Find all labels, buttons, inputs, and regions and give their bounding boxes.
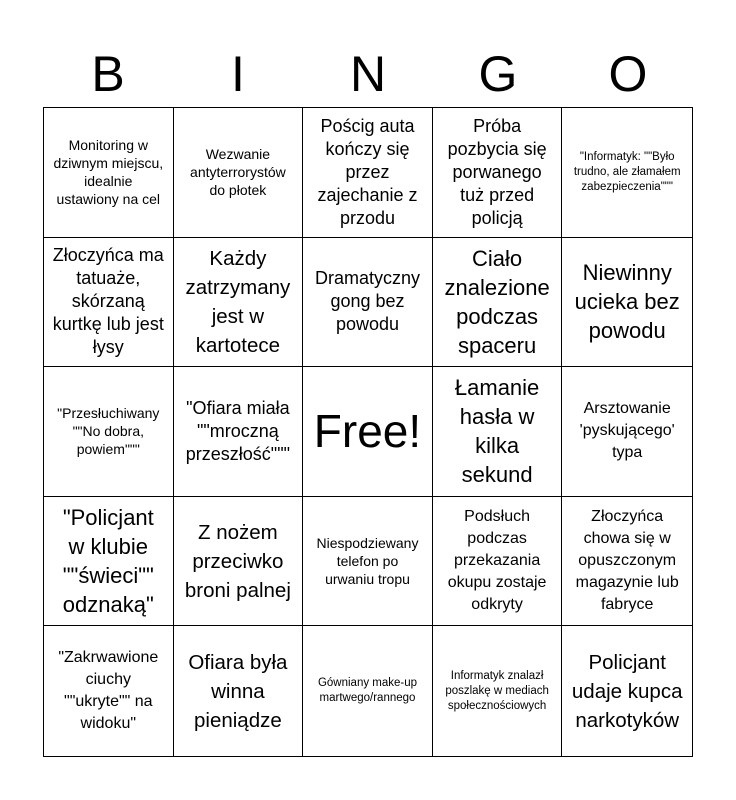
- bingo-cell-r2-c2[interactable]: [174, 238, 304, 368]
- bingo-cell-r1-c1[interactable]: [44, 108, 174, 238]
- cell-text: Podsłuch podczas przekazania okupu zostaje odkryty: [447, 508, 547, 614]
- bingo-board: [43, 107, 693, 757]
- cell-text: Każdy zatrzymany jest w kartotece: [185, 246, 291, 357]
- header-letter-i: I: [231, 46, 245, 102]
- bingo-cell-free[interactable]: [303, 367, 433, 497]
- cell-text: Policjant udaje kupca narkotyków: [571, 650, 683, 732]
- cell-text: Informatyk znalazł poszlakę w mediach społecznościowych: [445, 669, 549, 712]
- bingo-cell-r5-c2[interactable]: [174, 626, 304, 756]
- bingo-cell-r2-c3[interactable]: [303, 238, 433, 368]
- bingo-cell-r3-c4[interactable]: [433, 367, 563, 497]
- bingo-cell-r1-c4[interactable]: [433, 108, 563, 238]
- cell-text: Ciało znalezione podczas spaceru: [444, 245, 550, 358]
- bingo-cell-r5-c4[interactable]: [433, 626, 563, 756]
- header-letter-o: O: [608, 46, 648, 102]
- cell-text: Wezwanie antyterrorystów do płotek: [190, 146, 286, 199]
- header-letter-b: B: [91, 46, 125, 102]
- cell-text: Gówniany make-up martwego/rannego: [317, 677, 418, 705]
- bingo-cell-r4-c3[interactable]: [303, 497, 433, 627]
- bingo-cell-r1-c3[interactable]: [303, 108, 433, 238]
- cell-text: Monitoring w dziwnym miejscu, idealnie ustawiony na cel: [53, 137, 164, 208]
- cell-text: Dramatyczny gong bez powodu: [314, 268, 420, 335]
- cell-text: Niewinny ucieka bez powodu: [574, 260, 680, 344]
- cell-text: "Zakrwawione ciuchy ""ukryte"" na widoku": [58, 649, 159, 733]
- bingo-cell-r4-c2[interactable]: [174, 497, 304, 627]
- cell-text: Próba pozbycia się porwanego tuż przed policją: [447, 115, 547, 228]
- cell-text: Niespodziewany telefon po urwaniu tropu: [316, 535, 419, 588]
- cell-text: "Przesłuchiwany ""No dobra, powiem""": [57, 405, 160, 458]
- cell-text: Z nożem przeciwko broni palnej: [184, 520, 291, 602]
- cell-text: Pościg auta kończy się przez zajechanie z przodu: [317, 115, 418, 228]
- cell-text: Łamanie hasła w kilka sekund: [454, 375, 540, 488]
- bingo-cell-r5-c3[interactable]: [303, 626, 433, 756]
- cell-text: Ofiara była winna pieniądze: [188, 650, 288, 732]
- bingo-cell-r1-c2[interactable]: [174, 108, 304, 238]
- bingo-cell-r2-c4[interactable]: [433, 238, 563, 368]
- bingo-cell-r2-c1[interactable]: [44, 238, 174, 368]
- bingo-cell-r5-c5[interactable]: [562, 626, 692, 756]
- bingo-cell-r3-c1[interactable]: [44, 367, 174, 497]
- cell-text: "Informatyk: ""Było trudno, ale złamałem zabezpieczenia""": [573, 150, 681, 193]
- bingo-cell-r2-c5[interactable]: [562, 238, 692, 368]
- bingo-cell-r4-c5[interactable]: [562, 497, 692, 627]
- cell-text: Arsztowanie 'pyskującego' typa: [579, 400, 675, 462]
- cell-text: "Policjant w klubie ""świeci"" odznaką": [62, 505, 154, 618]
- header-letter-n: N: [349, 46, 387, 102]
- cell-text: "Ofiara miała ""mroczną przeszłość""": [185, 397, 290, 464]
- free-space-label: Free!: [313, 405, 422, 458]
- bingo-cell-r4-c4[interactable]: [433, 497, 563, 627]
- bingo-cell-r5-c1[interactable]: [44, 626, 174, 756]
- bingo-cell-r3-c2[interactable]: [174, 367, 304, 497]
- bingo-header: [43, 40, 693, 108]
- bingo-cell-r3-c5[interactable]: [562, 367, 692, 497]
- bingo-cell-r1-c5[interactable]: [562, 108, 692, 238]
- cell-text: Złoczyńca ma tatuaże, skórzaną kurtkę lub jest łysy: [52, 245, 164, 358]
- header-letter-g: G: [478, 46, 518, 102]
- bingo-cell-r4-c1[interactable]: [44, 497, 174, 627]
- cell-text: Złoczyńca chowa się w opuszczonym magazynie lub fabryce: [575, 508, 679, 614]
